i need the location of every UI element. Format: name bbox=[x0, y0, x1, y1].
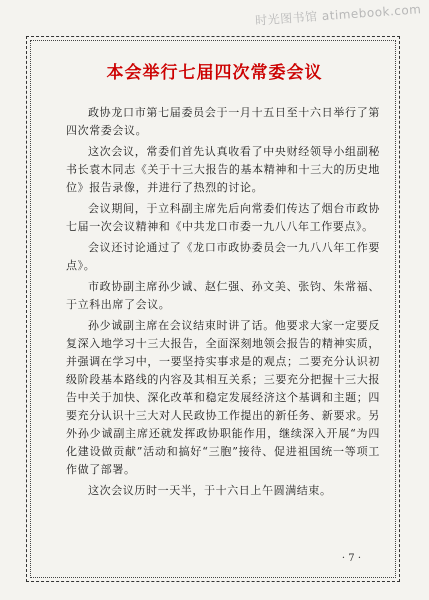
paragraph: 这次会议，常委们首先认真收看了中央财经领导小组副秘书长袁木同志《关于十三大报告的基本精神和十三大的历史地位》报告录像，并进行了热烈的讨论。 bbox=[66, 145, 380, 194]
paragraph: 市政协副主席孙少诚、赵仁强、孙文美、张钧、朱常福、于立科出席了会议。 bbox=[66, 280, 380, 311]
paragraph: 政协龙口市第七届委员会于一月十五日至十六日举行了第四次常委会议。 bbox=[66, 106, 380, 137]
page-number: · 7 · bbox=[341, 553, 361, 564]
paragraph: 孙少诚副主席在会议结束时讲了话。他要求大家一定要反复深入地学习十三大报告，全面深刻地领会报告的精神实质，并强调在学习中，一要坚持实事求是的观点；二要充分认识初级阶段基本路线的内容及其相互关系；三要充分把握十三大报告中关于加快、深化改革和稳定发展经济这个基调和主题；四要充分认识十三大对人民政协工作提出的新任务、新要求。另外孙少诚副主席还就发挥政协职能作用，继续深入开展“为四化建设做贡献”活动和搞好“三胞”接待、促进祖国统一等项工作做了部署。 bbox=[66, 319, 380, 476]
watermark: 时光图书馆 atimebook.com bbox=[254, 2, 422, 28]
paragraph: 会议还讨论通过了《龙口市政协委员会一九八八年工作要点》。 bbox=[66, 241, 380, 272]
paragraph: 会议期间，于立科副主席先后向常委们传达了烟台市政协七届一次会议精神和《中共龙口市委一九八八年工作要点》。 bbox=[66, 202, 380, 233]
paragraph: 这次会议历时一天半，于十六日上午圆满结束。 bbox=[88, 484, 332, 497]
article-body bbox=[66, 104, 380, 503]
article-title: 本会举行七届四次常委会议 bbox=[106, 63, 323, 83]
